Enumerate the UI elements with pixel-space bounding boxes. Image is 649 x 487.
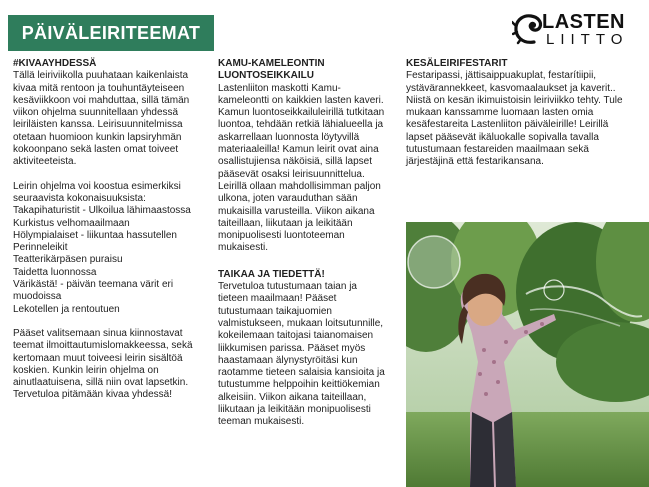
list-item: muodoissa bbox=[13, 291, 62, 303]
heading-kamu-kameleontti: KAMU-KAMELEONTIN LUONTOSEIKKAILU bbox=[218, 58, 325, 82]
list-item: Takapihaturistit - Ulkoilua lähimaastossa bbox=[13, 205, 191, 217]
column-kesaleirifestarit bbox=[406, 58, 636, 181]
list-item: Lekotellen ja rentoutuen bbox=[13, 303, 120, 315]
theme-list bbox=[13, 205, 213, 316]
heading-kivaa-yhdessa: #KIVAAYHDESSÄ bbox=[13, 58, 97, 69]
list-intro: Leirin ohjelma voi koostua esimerkiksi seuraavista kokonaisuuksista: bbox=[13, 180, 181, 204]
text-taikaa-ja-tiedetta: Tervetuloa tutustumaan taian ja tieteen maailmaan! Pääset tutustumaan taikajuomien valmistukseen, mukaan loitsutunnille, kokeilemaan taitojasi taianomaisen liikkumisen parissa. Pääset myös haastamaan älynystyröitäsi kun raotamme tieteen salaisia kansioita ja tutustumme helppoihin keittiökemian alkeisiin. Viikon aikana taiteillaan, liikutaan ja leikitään monipuolisesti teeman mukaisesti. bbox=[218, 281, 385, 428]
column-camps bbox=[218, 58, 388, 441]
text-kamu-kameleontti: Lastenliiton maskotti Kamu-kameleontti on kaikkien lasten kaveri. Kamun luontoseikkailuleirillä tutkitaan luontoa, tehdään retkiä lähialueella ja askarrellaan luonnosta löytyvillä materiaaleilla! Kamun leirit ovat aina osallistujiensa näköisiä, sillä lapset pääsevät osaksi leirisuunnittelua. Leirillä ollaan mahdollisimman paljon ulkona, joten varauduthan sään mukaisilla varusteilla. Viikon aikana taiteillaan, liikutaan ja leikitään monipuolisesti luontoteeman mukaisesti. bbox=[218, 82, 385, 254]
column-kivaa-yhdessa bbox=[13, 58, 213, 414]
list-item: Värikästä! - päivän teemana värit eri bbox=[13, 279, 174, 291]
list-item: Kurkistus velhomaailmaan bbox=[13, 217, 130, 229]
intro-text: Tällä leiriviikolla puuhataan kaikenlaista kivaa mitä rentoon ja touhuntäyteiseen kesäviikkoon voi mahduttaa, sillä tämän viikon ohjelma suunnitellaan yhdessä leiriläisten kanssa. Leirisuunnitelmissa otetaan huomioon kunkin lapsiryhmän kokoonpano sekä lasten omat toiveet aktiviteeteista. bbox=[13, 70, 190, 168]
list-item: Hölympialaiset - liikuntaa hassutellen bbox=[13, 229, 177, 241]
heading-taikaa-ja-tiedetta: TAIKAA JA TIEDETTÄ! bbox=[218, 268, 325, 280]
outro-text: Pääset valitsemaan sinua kiinnostavat teemat ilmoittautumislomakkeessa, sekä kertomaan muut toiveesi leirin sisältöä koskien. Kunkin leirin ohjelma on ainutlaatuisena, sillä niin ovat lapsetkin. Tervetuloa pitämään kivaa yhdessä! bbox=[13, 327, 193, 401]
lastenliitto-logo bbox=[512, 10, 632, 50]
list-item: Teatterikärpäsen puraisu bbox=[13, 254, 123, 266]
list-item: Perinneleikit bbox=[13, 242, 68, 254]
chameleon-icon bbox=[512, 12, 544, 46]
list-item: Taidetta luonnossa bbox=[13, 266, 97, 278]
text-kesaleirifestarit: Festaripassi, jättisaippuakuplat, festarítiipii, ystävärannekkeet, kasvomaalaukset ja kaverit.. Niistä on kesän ikimuistoisin leiriviikko tehty. Tule mukaan kanssamme luomaan lasten omia kesäfestareita Lastenliiton päiväleirille! Leirillä lapset pääsevät ikäluokalle sopivalla tavalla tutustumaan festareiden maailmaan sekä järjestäjinä että festarikansana. bbox=[406, 70, 623, 168]
page-title: PÄIVÄLEIRITEEMAT bbox=[8, 15, 214, 51]
heading-kesaleirifestarit: KESÄLEIRIFESTARIT bbox=[406, 58, 508, 69]
photo-child-soap-bubbles bbox=[406, 222, 649, 487]
logo-text-bottom: LIITTO bbox=[546, 31, 629, 48]
logo-text-top: LASTEN bbox=[542, 11, 625, 33]
